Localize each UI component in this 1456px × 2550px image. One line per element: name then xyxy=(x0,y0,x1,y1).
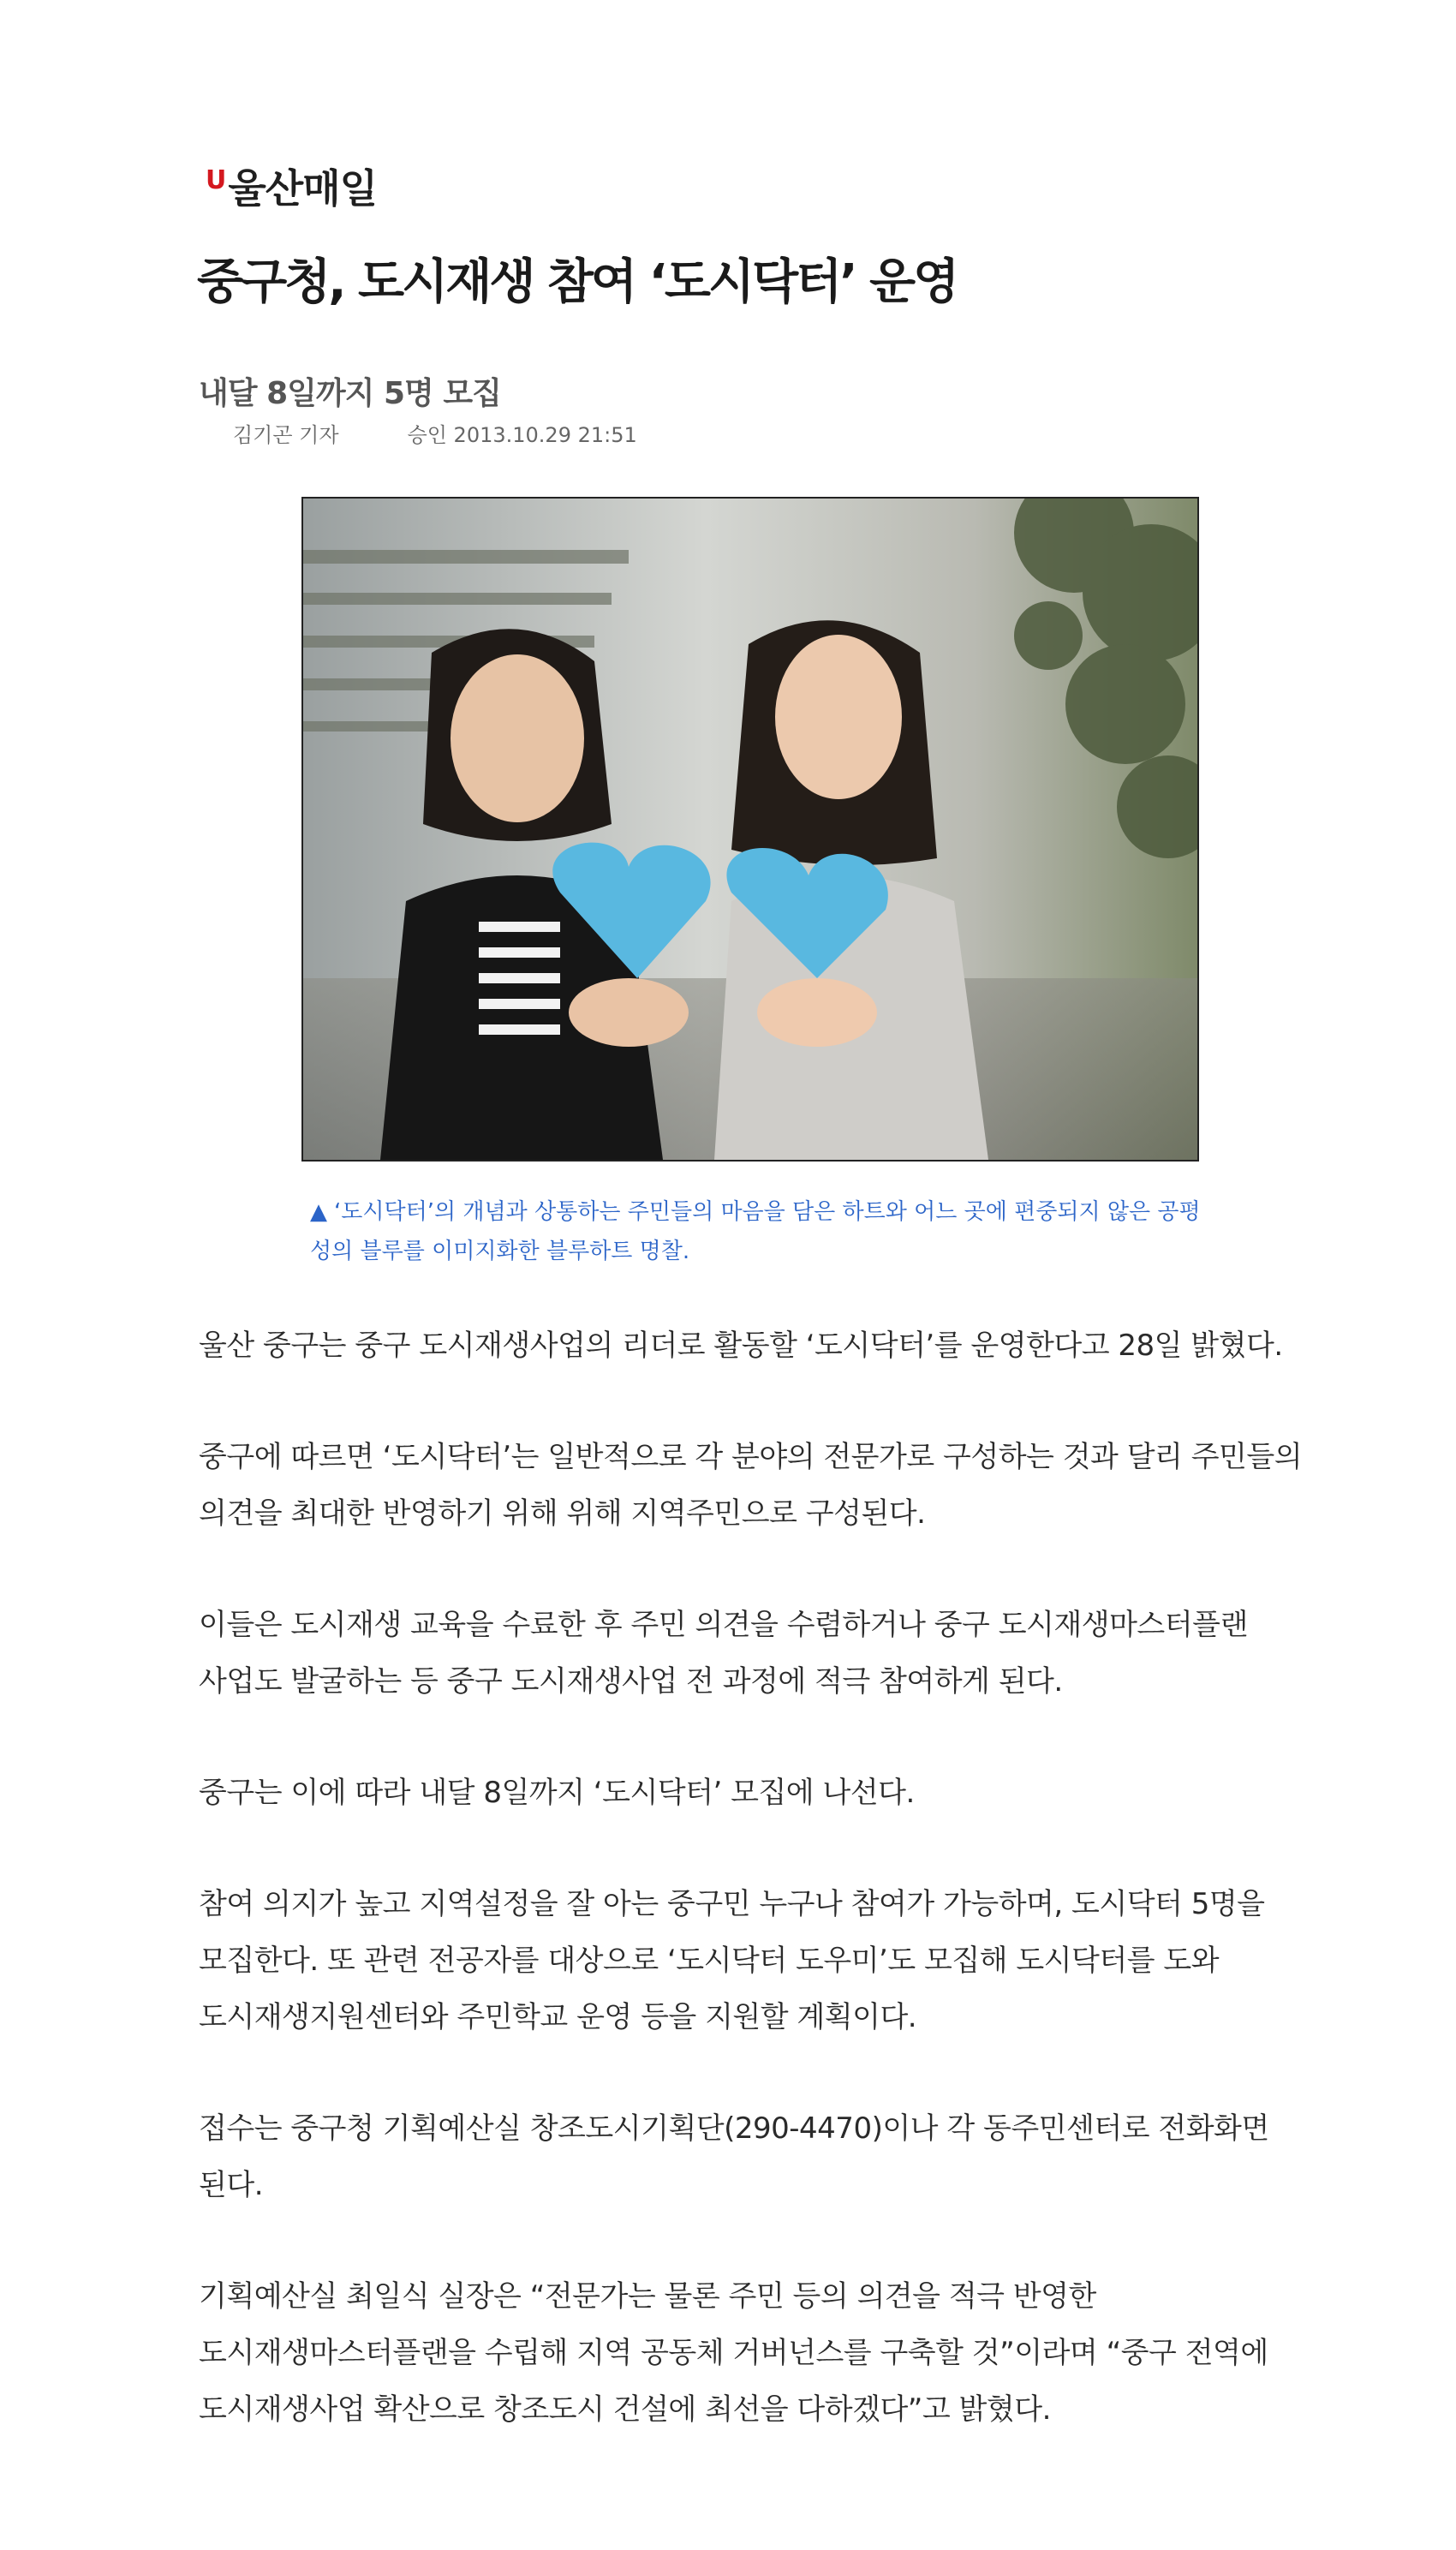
article-paragraph: 중구에 따르면 ‘도시닥터’는 일반적으로 각 분야의 전문가로 구성하는 것과 달리 주민들의 의견을 최대한 반영하기 위해 위해 지역주민으로 구성된다. xyxy=(199,1440,1303,1531)
approval-timestamp: 승인 2013.10.29 21:51 xyxy=(407,423,637,447)
logo-mark: U xyxy=(206,165,227,195)
article-paragraph: 참여 의지가 높고 지역설정을 잘 아는 중구민 누구나 참여가 가능하며, 도시닥터 5명을 모집한다. 또 관련 전공자를 대상으로 ‘도시닥터 도우미’도 모집해 도시닥터를 도와 도시재생지원센터와 주민학교 운영 등을 지원할 계획이다. xyxy=(199,1887,1265,2034)
article-paragraph: 접수는 중구청 기획예산실 창조도시기획단(290-4470)이나 각 동주민센터로 전화화면 된다. xyxy=(199,2111,1269,2202)
article-body xyxy=(199,1317,1312,2493)
publication-logo[interactable] xyxy=(206,152,377,212)
photo-caption xyxy=(310,1192,1209,1271)
article-headline: 중구청, 도시재생 참여 ‘도시닥터’ 운영 xyxy=(197,254,958,310)
article-paragraph: 기획예산실 최일식 실장은 “전문가는 물론 주민 등의 의견을 적극 반영한 도시재생마스터플랜을 수립해 지역 공동체 거버넌스를 구축할 것”이라며 “중구 전역에 도시재생사업 확산으로 창조도시 건설에 최선을 다하겠다”고 밝혔다. xyxy=(199,2279,1268,2427)
article-paragraph: 이들은 도시재생 교육을 수료한 후 주민 의견을 수렴하거나 중구 도시재생마스터플랜 사업도 발굴하는 등 중구 도시재생사업 전 과정에 적극 참여하게 된다. xyxy=(199,1608,1248,1699)
article-paragraph: 중구는 이에 따라 내달 8일까지 ‘도시닥터’ 모집에 나선다. xyxy=(199,1776,915,1810)
caption-text: ‘도시닥터’의 개념과 상통하는 주민들의 마음을 담은 하트와 어느 곳에 편중되지 않은 공평성의 블루를 이미지화한 블루하트 명찰. xyxy=(310,1199,1201,1264)
reporter-name: 김기곤 기자 xyxy=(233,423,339,447)
photo-illustration xyxy=(303,499,1197,1160)
article-subtitle: 내달 8일까지 5명 모집 xyxy=(199,376,501,411)
article-byline xyxy=(233,421,637,449)
caption-triangle-icon: ▲ xyxy=(310,1199,327,1225)
logo-text: 울산매일 xyxy=(228,165,378,212)
article-photo xyxy=(301,497,1199,1162)
article-paragraph: 울산 중구는 중구 도시재생사업의 리더로 활동할 ‘도시닥터’를 운영한다고 28일 밝혔다. xyxy=(199,1329,1283,1363)
